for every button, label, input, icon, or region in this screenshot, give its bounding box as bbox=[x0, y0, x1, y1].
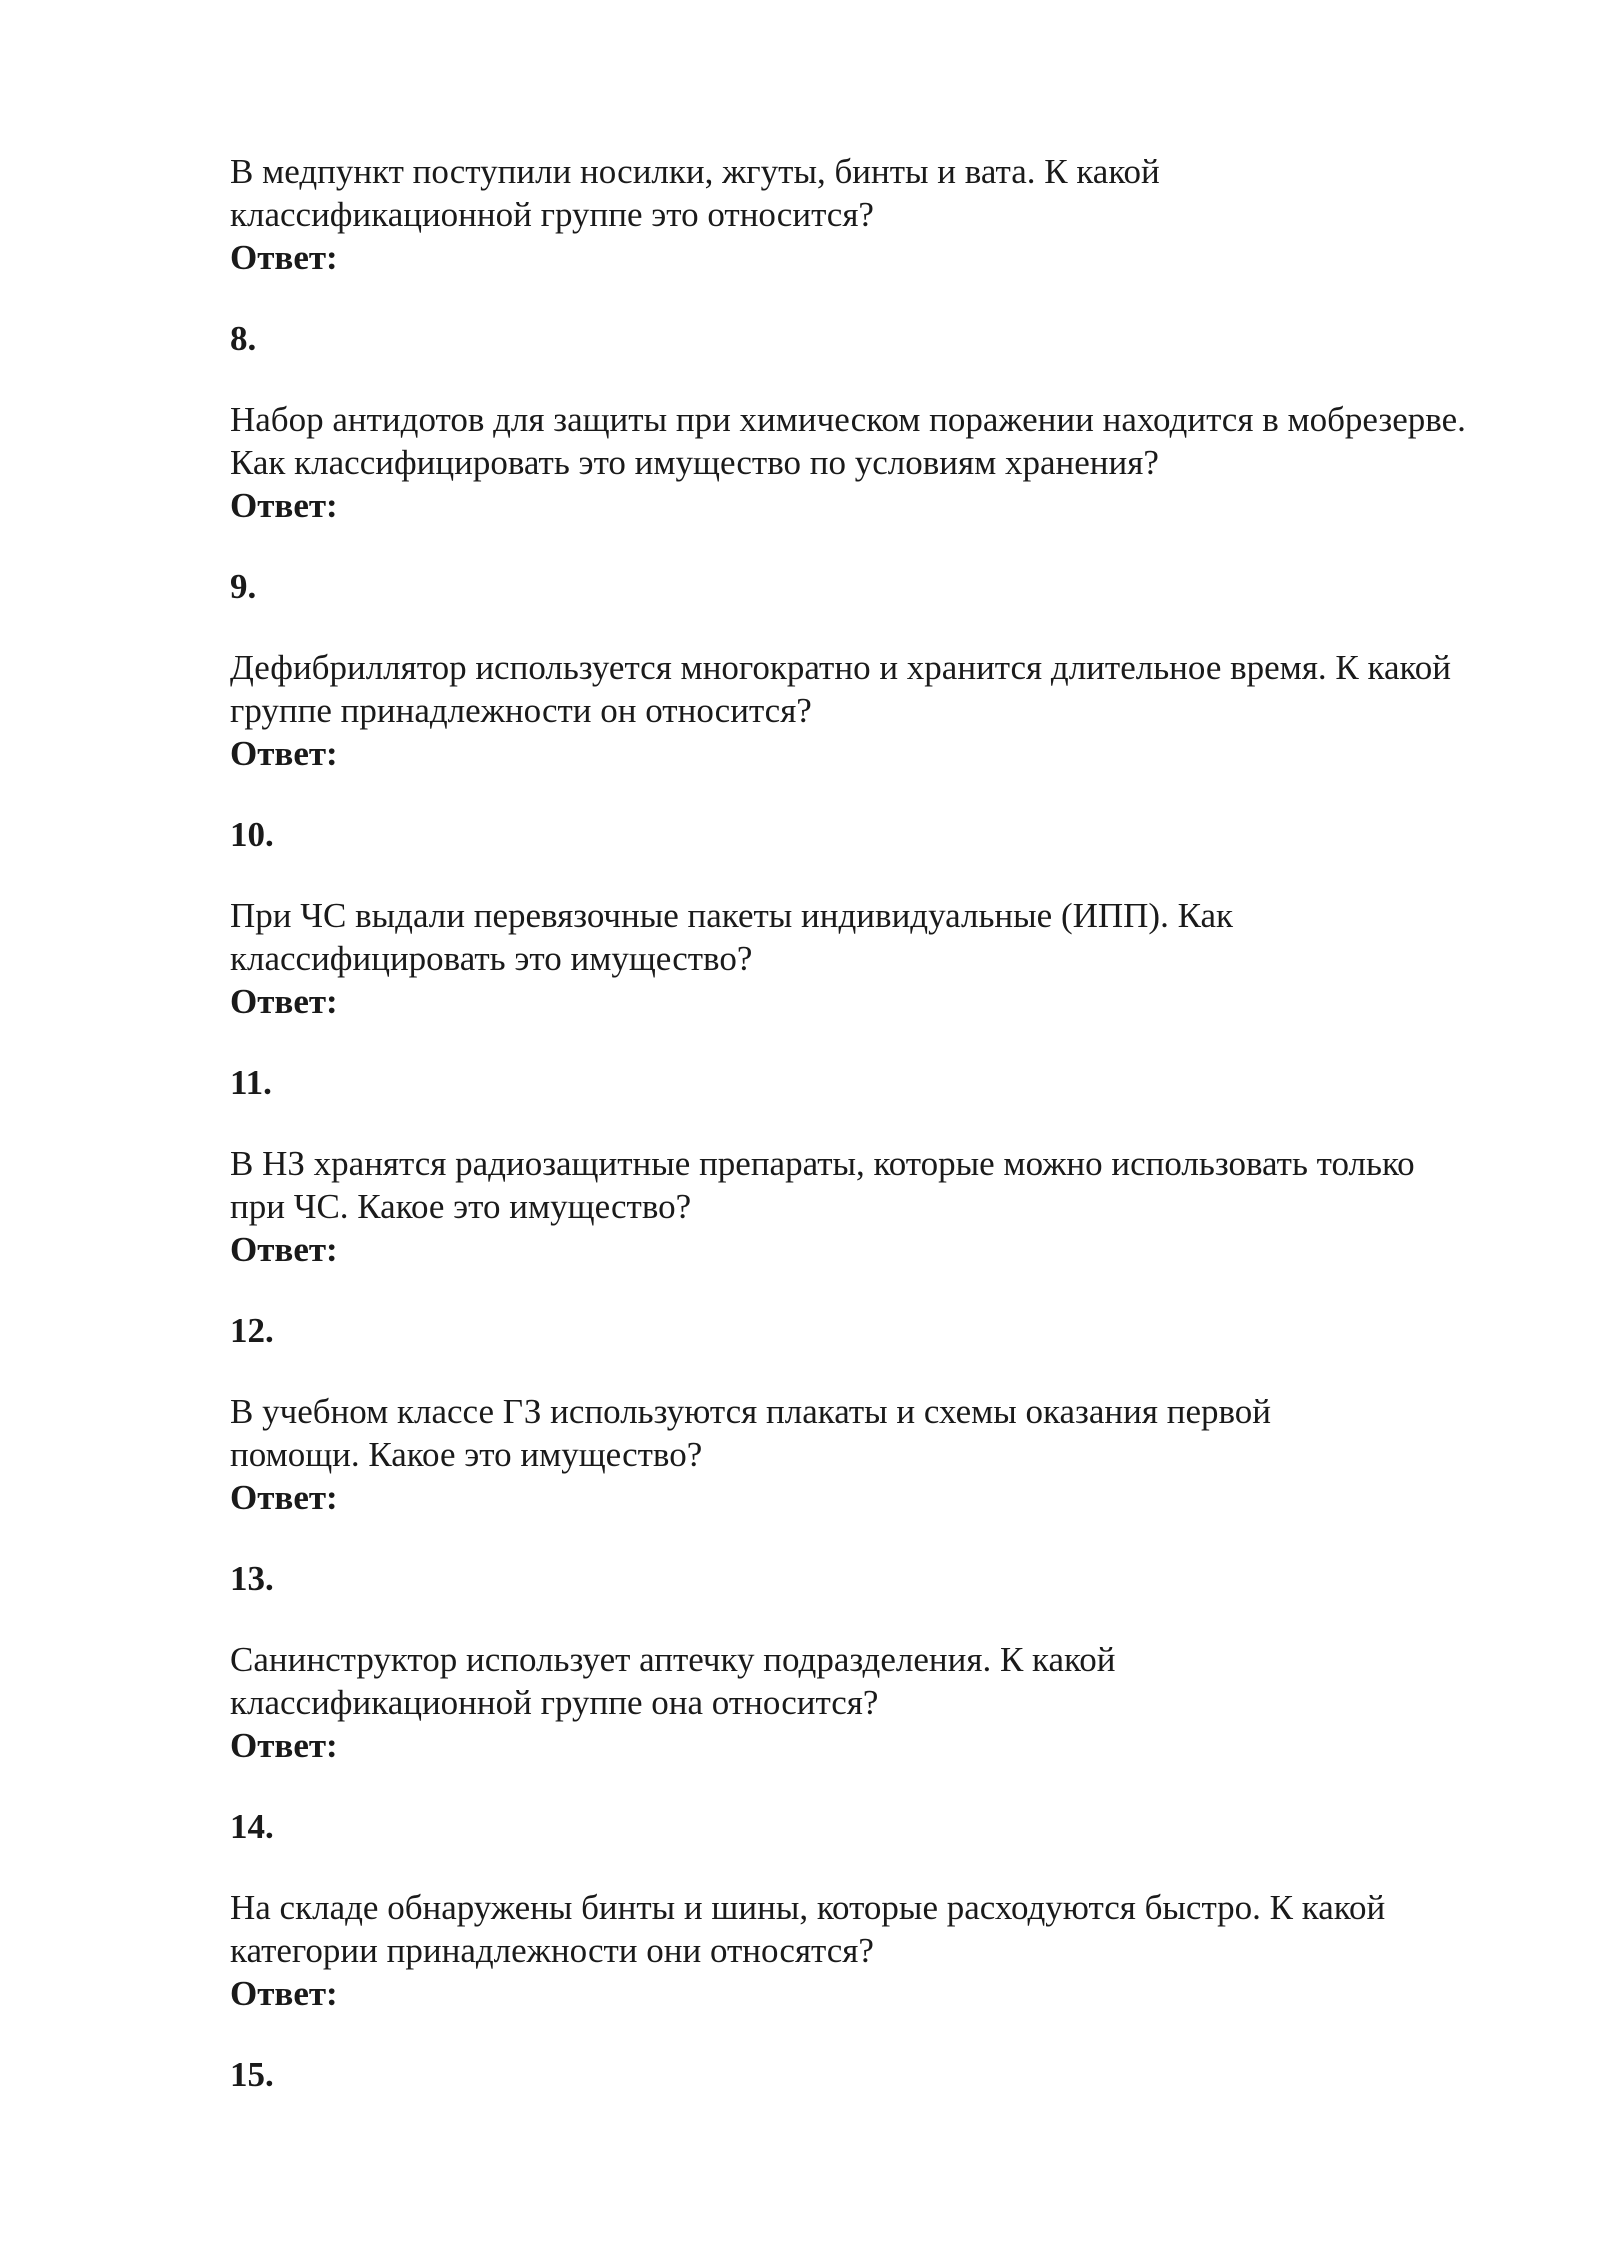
question-block bbox=[230, 894, 1530, 1105]
question-number: 14. bbox=[230, 1807, 274, 1846]
answer-label: Ответ: bbox=[230, 486, 338, 525]
question-block bbox=[230, 1142, 1530, 1353]
question-text: Набор антидотов для защиты при химическом поражении находится в мобрезерве. Как классифицировать это имущество по условиям хранения? bbox=[230, 400, 1466, 482]
answer-label: Ответ: bbox=[230, 238, 338, 277]
question-block bbox=[230, 1390, 1530, 1601]
question-block bbox=[230, 398, 1530, 609]
question-number: 11. bbox=[230, 1063, 272, 1102]
answer-label: Ответ: bbox=[230, 1974, 338, 2013]
question-number: 9. bbox=[230, 567, 257, 606]
question-text: В учебном классе ГЗ используются плакаты и схемы оказания первой помощи. Какое это имущество? bbox=[230, 1392, 1272, 1474]
question-block bbox=[230, 1886, 1530, 2097]
answer-label: Ответ: bbox=[230, 982, 338, 1021]
answer-label: Ответ: bbox=[230, 1230, 338, 1269]
document-page bbox=[230, 150, 1530, 2134]
answer-label: Ответ: bbox=[230, 1726, 338, 1765]
question-text: В медпункт поступили носилки, жгуты, бинты и вата. К какой классификационной группе это относится? bbox=[230, 152, 1160, 234]
question-text: Дефибриллятор используется многократно и хранится длительное время. К какой группе принадлежности он относится? bbox=[230, 648, 1451, 730]
question-number: 15. bbox=[230, 2055, 274, 2094]
question-block bbox=[230, 1638, 1530, 1849]
question-text: Санинструктор использует аптечку подразделения. К какой классификационной группе она относится? bbox=[230, 1640, 1116, 1722]
answer-label: Ответ: bbox=[230, 1478, 338, 1517]
answer-label: Ответ: bbox=[230, 734, 338, 773]
question-block bbox=[230, 646, 1530, 857]
question-number: 10. bbox=[230, 815, 274, 854]
question-number: 12. bbox=[230, 1311, 274, 1350]
question-text: При ЧС выдали перевязочные пакеты индивидуальные (ИПП). Как классифицировать это имущество? bbox=[230, 896, 1234, 978]
question-number: 13. bbox=[230, 1559, 274, 1598]
question-block bbox=[230, 150, 1530, 361]
question-text: В НЗ хранятся радиозащитные препараты, которые можно использовать только при ЧС. Какое это имущество? bbox=[230, 1144, 1415, 1226]
question-text: На складе обнаружены бинты и шины, которые расходуются быстро. К какой категории принадлежности они относятся? bbox=[230, 1888, 1386, 1970]
question-number: 8. bbox=[230, 319, 257, 358]
